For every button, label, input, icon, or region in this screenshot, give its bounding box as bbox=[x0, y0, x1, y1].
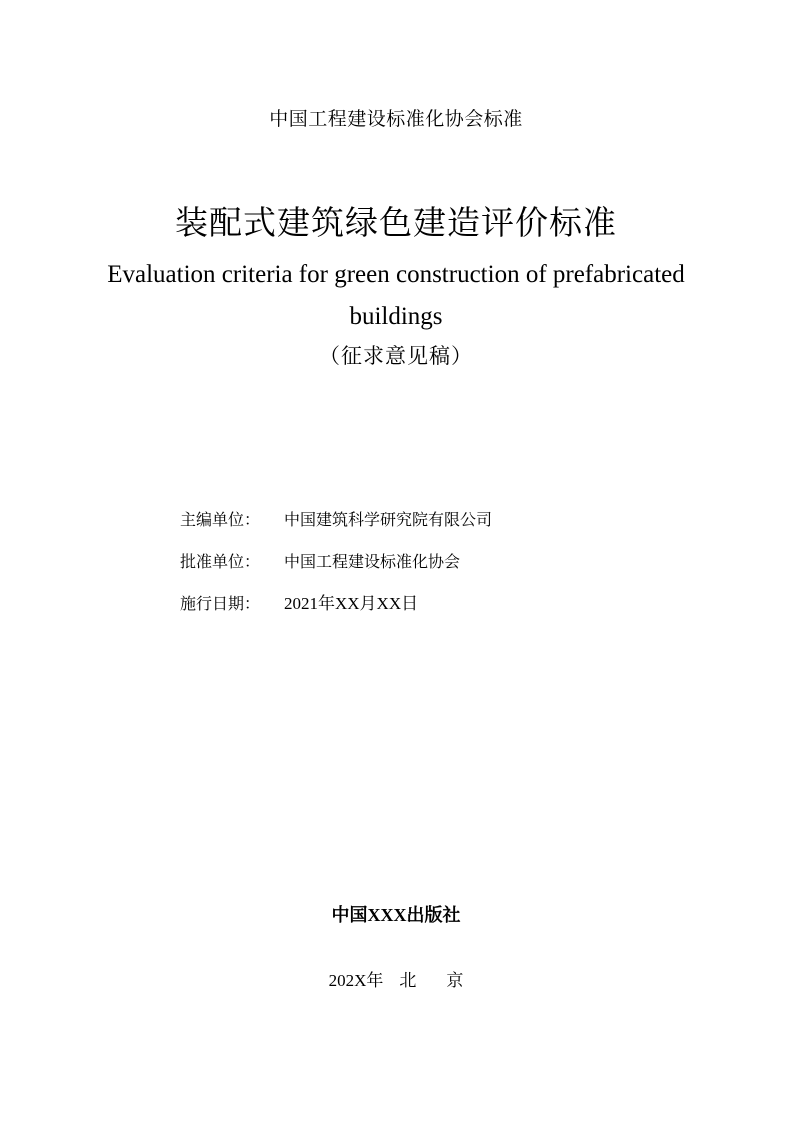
effective-date-label: 施行日期： bbox=[180, 594, 261, 613]
effective-date-row bbox=[180, 591, 492, 633]
title-english-line-2: buildings bbox=[349, 303, 443, 330]
title-english-line-1: Evaluation criteria for green construction of prefabricated bbox=[107, 261, 685, 288]
publisher-name: 中国XXX出版社 bbox=[331, 905, 461, 925]
approver-value: 中国工程建设标准化协会 bbox=[284, 552, 461, 571]
title-english bbox=[0, 254, 792, 338]
document-info-block bbox=[180, 507, 492, 633]
draft-note: （征求意见稿） bbox=[319, 344, 473, 368]
editor-row bbox=[180, 507, 492, 549]
approver-label: 批准单位： bbox=[180, 552, 261, 571]
association-header: 中国工程建设标准化协会标准 bbox=[269, 108, 523, 130]
publication-line bbox=[0, 966, 792, 991]
title-chinese: 装配式建筑绿色建造评价标准 bbox=[175, 203, 617, 242]
editor-value: 中国建筑科学研究院有限公司 bbox=[284, 510, 493, 529]
effective-date-value: 2021年XX月XX日 bbox=[284, 594, 419, 613]
approver-row bbox=[180, 549, 492, 591]
publication-year: 202X年 bbox=[328, 971, 384, 990]
city-char-1: 北 bbox=[399, 971, 417, 990]
editor-label: 主编单位： bbox=[180, 510, 261, 529]
city-char-2: 京 bbox=[446, 971, 464, 990]
